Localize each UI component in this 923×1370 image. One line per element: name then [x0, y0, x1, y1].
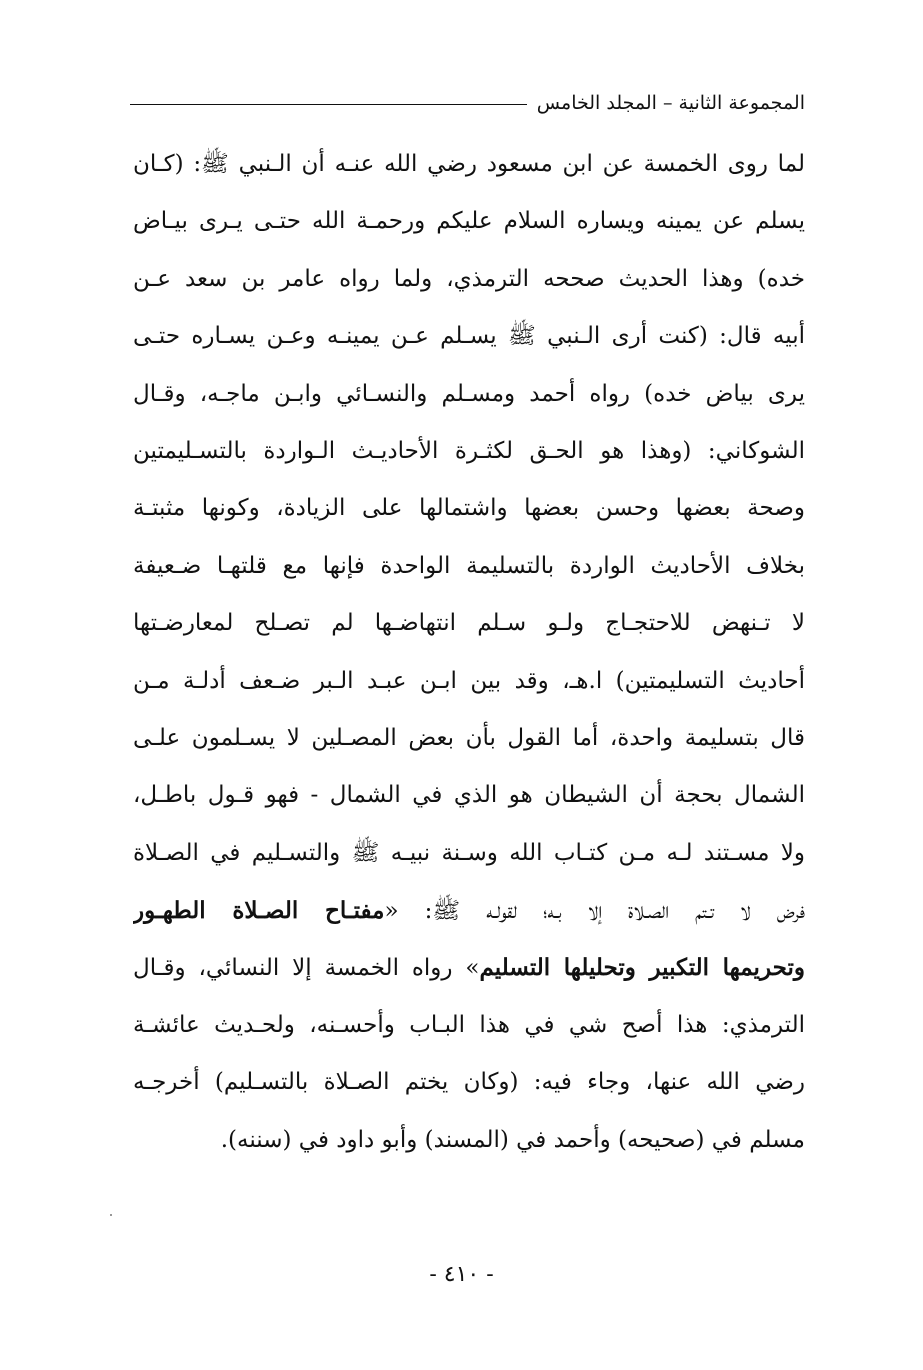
- text-line-7: وصحة بعضها وحسن بعضها واشتمالها على الزيادة، وكونها مثبتـة: [133, 495, 805, 522]
- text-line-6: الشوكاني: (وهذا هو الحـق لكثـرة الأحاديـث الـواردة بالتسـليمتين: [133, 437, 805, 464]
- text-line-16: الترمذي: هذا أصح شي في هذا البـاب وأحسـنه، ولحـديث عائشـة: [133, 1011, 805, 1038]
- text-line-11: قال بتسليمة واحدة، أما القول بأن بعض المصـلين لا يسـلمون علـى: [133, 724, 805, 751]
- text-line-15-bold: وتحريمها التكبير وتحليلها التسليم: [479, 954, 805, 982]
- header-rule: [130, 104, 527, 105]
- text-line-12: الشمال بحجة أن الشيطان هو الذي في الشمال - فهو قـول باطـل،: [133, 782, 805, 809]
- text-line-5: يرى بياض خده) رواه أحمد ومسـلم والنسـائي وابـن ماجـه، وقـال: [133, 380, 805, 407]
- text-line-3: خده) وهذا الحديث صححه الترمذي، ولما رواه عامر بن سعد عـن: [133, 265, 805, 292]
- page-number: - ٤١٠ -: [429, 1262, 494, 1287]
- scan-speck: [110, 1214, 112, 1216]
- running-header-title: المجموعة الثانية – المجلد الخامس: [536, 92, 805, 114]
- text-line-4: أبيه قال: (كنت أرى الـنبي ﷺ يسـلم عـن يمينـه وعـن يسـاره حتـى: [133, 323, 805, 350]
- text-line-14: [133, 882, 805, 939]
- text-line-15: [133, 939, 805, 996]
- text-line-18: مسلم في (صحيحه) وأحمد في (المسند) وأبو داود في (سننه).: [220, 1126, 805, 1153]
- text-line-15-plain: » رواه الخمسة إلا النسائي، وقـال: [133, 955, 480, 982]
- text-line-2: يسلم عن يمينه ويساره السلام عليكم ورحمـة الله حتـى يـرى بيـاض: [133, 208, 805, 235]
- body-text: [133, 136, 805, 1169]
- text-line-13: ولا مسـتند لـه مـن كتـاب الله وسـنة نبيـه ﷺ والتسـليم في الصـلاة: [133, 839, 805, 866]
- text-line-9: لا تـنهض للاحتجـاج ولـو سـلم انتهاضـها لم تصـلح لمعارضـتها: [133, 610, 805, 637]
- running-header: [130, 88, 805, 118]
- text-line-8: بخلاف الأحاديث الواردة بالتسليمة الواحدة فإنها مع قلتهـا ضـعيفة: [133, 552, 805, 579]
- text-line-14-bold: مفتـاح الصـلاة الطهـور: [133, 897, 385, 925]
- text-line-14-plain: فرض لا تـتم الصـلاة إلا بـه؛ لقولـه ﷺ: «: [384, 898, 805, 925]
- text-line-17: رضي الله عنها، وجاء فيه: (وكان يختم الصـلاة بالتسـليم) أخرجـه: [133, 1069, 805, 1096]
- text-line-1: لما روى الخمسة عن ابن مسعود رضي الله عنـه أن الـنبي ﷺ: (كـان: [133, 151, 805, 177]
- text-line-10: أحاديث التسليمتين) ا.هـ، وقد بين ابـن عبـد الـبر ضـعف أدلـة مـن: [133, 667, 805, 694]
